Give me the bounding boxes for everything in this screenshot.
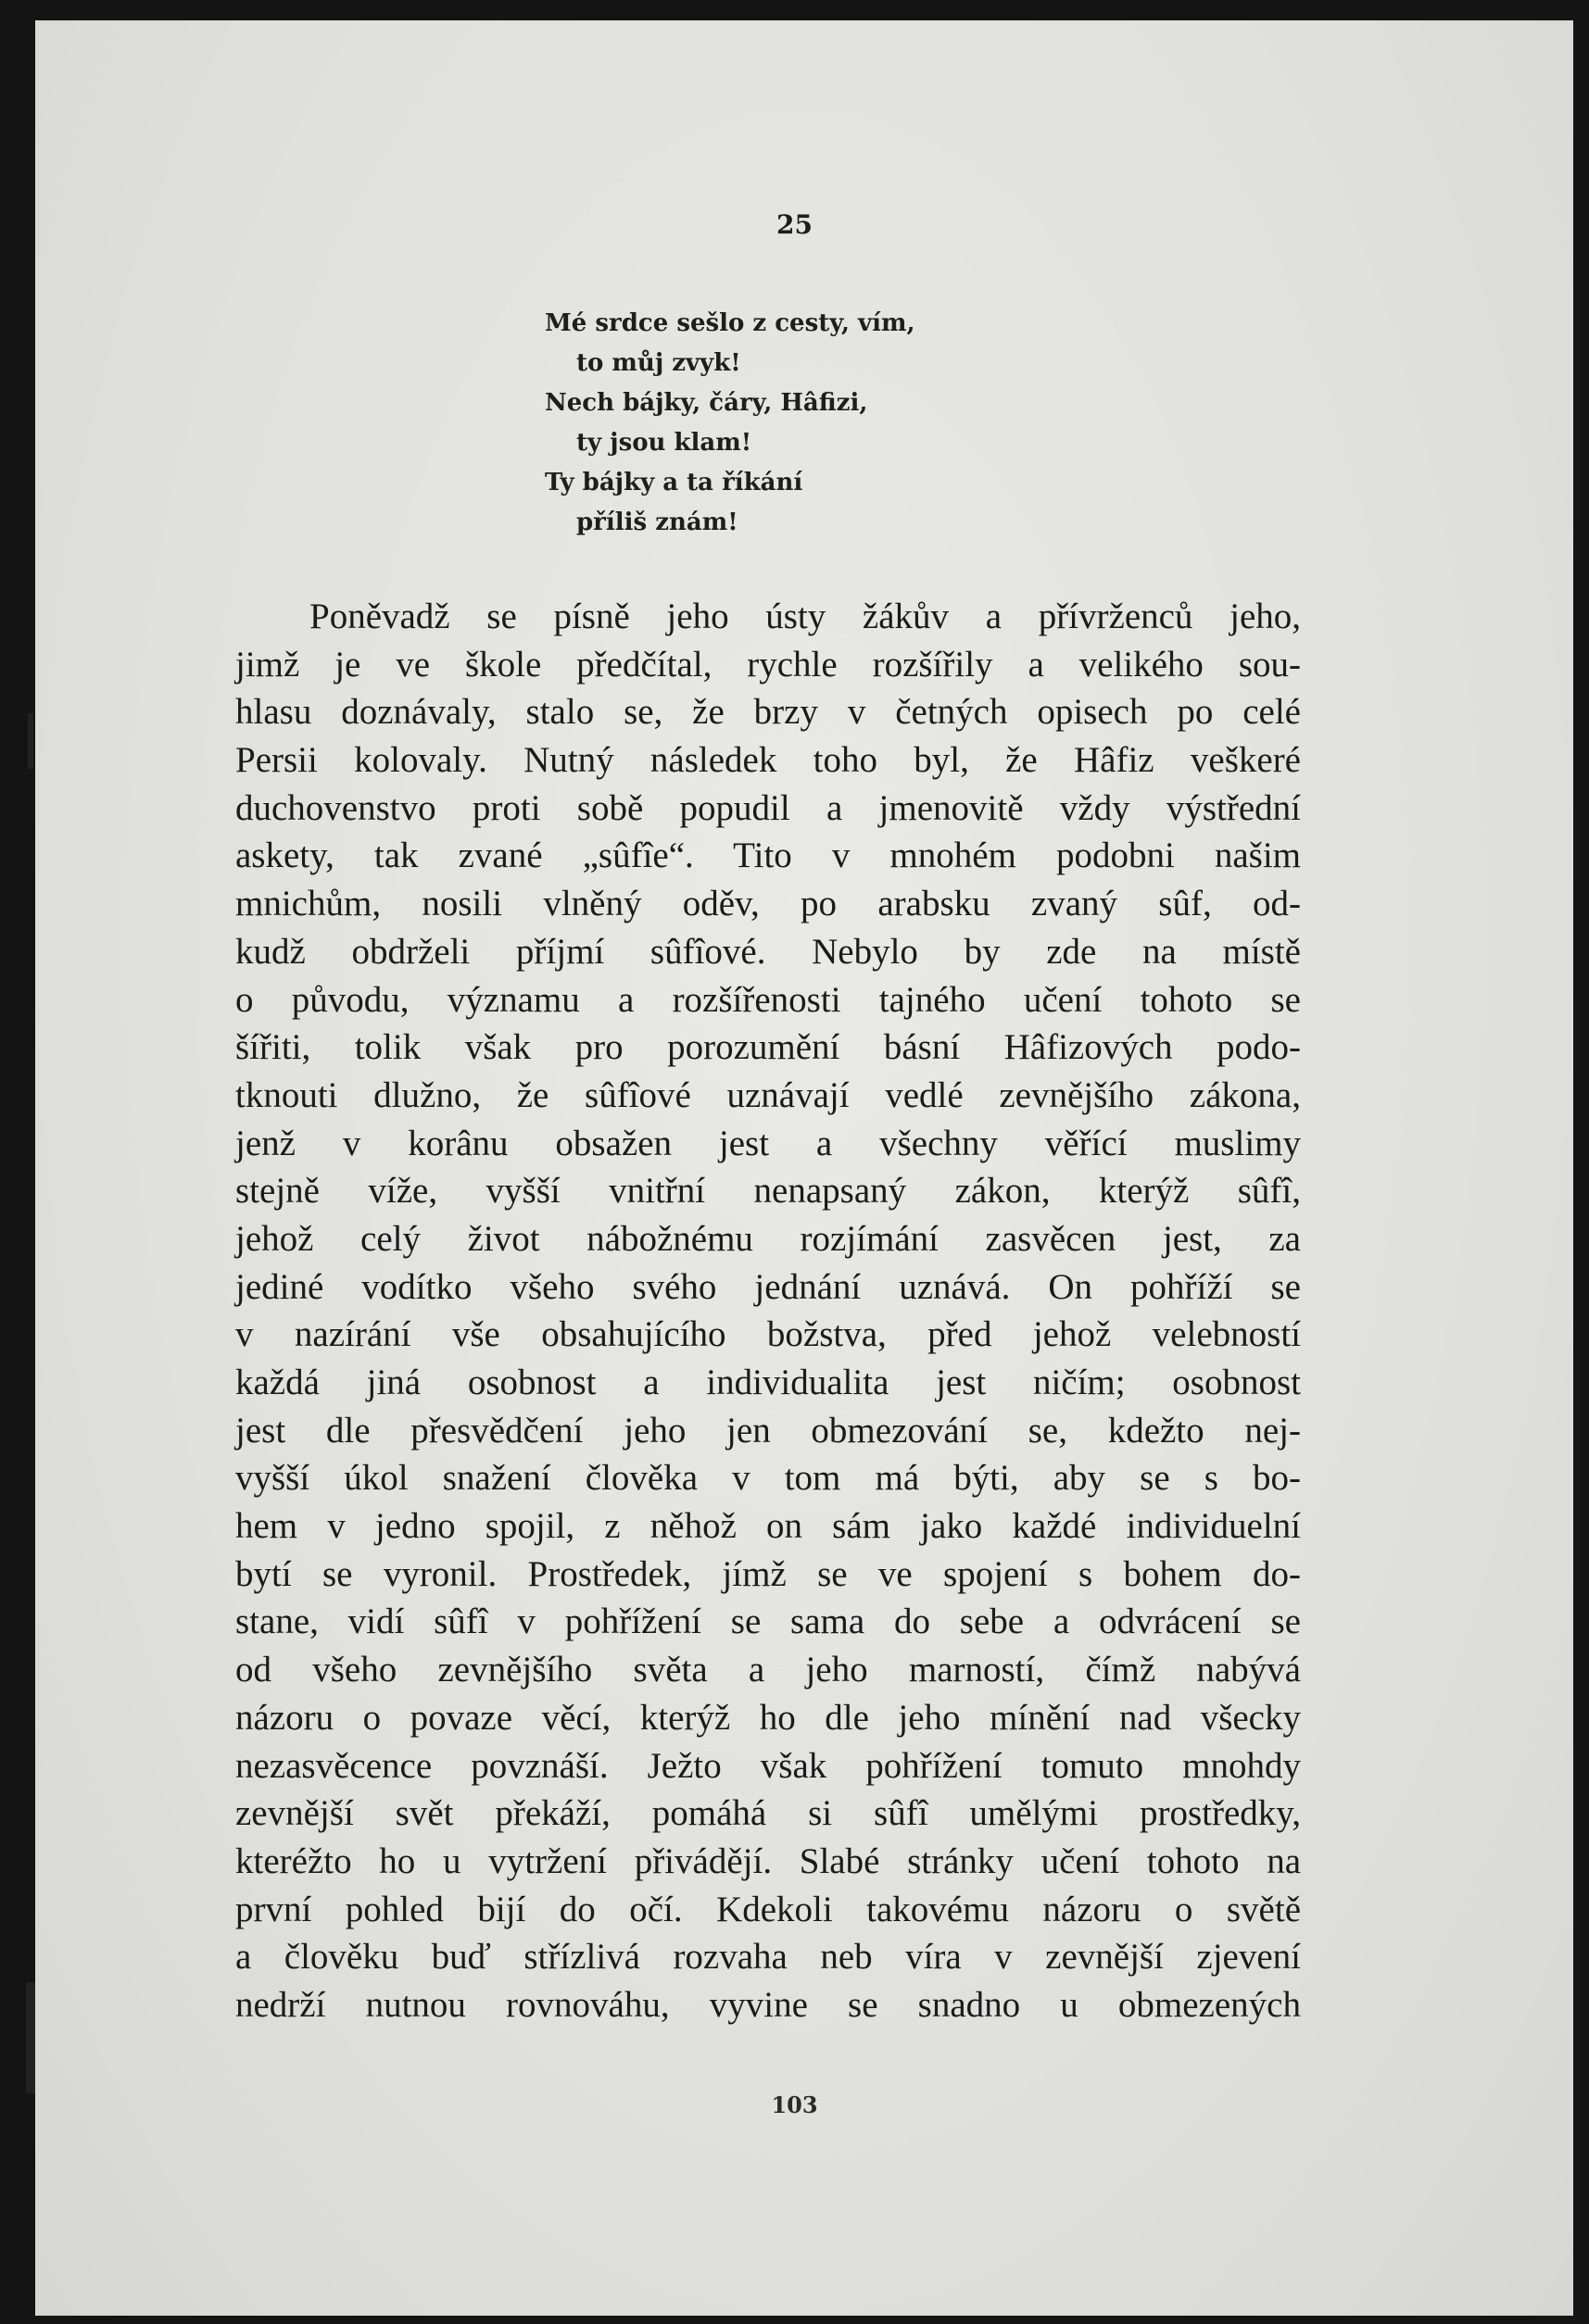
body-line: vyšší úkol snažení člověka v tom má býti, aby se s bo- [235, 1458, 1301, 1499]
body-line: jimž je ve škole předčítal, rychle rozšířily a velikého sou- [235, 644, 1301, 685]
verse-block [545, 304, 1064, 543]
page-number: 25 [776, 209, 813, 240]
body-line: nezasvěcence povznáší. Ježto však pohřížení tomuto mnohdy [235, 1745, 1301, 1786]
body-line: hlasu doznávaly, stalo se, že brzy v četných opisech po celé [235, 692, 1301, 733]
body-line: názoru o povaze věcí, kterýž ho dle jeho mínění nad všecky [235, 1697, 1301, 1738]
verse-line: to můj zvyk! [576, 349, 741, 377]
body-line: mnichům, nosili vlněný oděv, po arabsku zvaný sûf, od- [235, 884, 1301, 924]
body-line: askety, tak zvané „sûfîe“. Tito v mnohém podobni našim [235, 835, 1301, 876]
body-line: od všeho zevnějšího světa a jeho marností, čímž nabývá [235, 1650, 1301, 1690]
verse-line: Mé srdce sešlo z cesty, vím, [545, 309, 915, 337]
verse-line: ty jsou klam! [576, 429, 752, 457]
body-line: první pohled bijí do očí. Kdekoli takovému názoru o světě [235, 1889, 1301, 1929]
body-line: stane, vidí sûfî v pohřížení se sama do sebe a odvrácení se [235, 1602, 1301, 1642]
printer-signature: 103 [771, 2092, 818, 2118]
binding-mark [26, 1982, 35, 2093]
body-line: jehož celý život nábožnému rozjímání zasvěcen jest, za [235, 1218, 1301, 1259]
body-line: hem v jedno spojil, z něhož on sám jako každé individuelní [235, 1506, 1301, 1547]
verse-line: Ty bájky a ta říkání [545, 469, 803, 496]
body-line: Poněvadž se písně jeho ústy žákův a přívrženců jeho, [309, 597, 1301, 636]
body-line: a člověku buď střízlivá rozvaha neb víra v zevnější zjevení [235, 1937, 1301, 1978]
body-line: kudž obdrželi příjmí sûfîové. Nebylo by zde na místě [235, 931, 1301, 972]
body-line: jediné vodítko všeho svého jednání uznává. On pohříží se [235, 1266, 1301, 1307]
binding-mark [28, 713, 33, 769]
body-line: o původu, významu a rozšířenosti tajného učení tohoto se [235, 979, 1301, 1020]
body-line: jest dle přesvědčení jeho jen obmezování se, kdežto nej- [235, 1410, 1301, 1451]
body-line: stejně víže, vyšší vnitřní nenapsaný zákon, kterýž sûfî, [235, 1171, 1301, 1212]
body-line: zevnější svět překáží, pomáhá si sûfî umělými prostředky, [235, 1793, 1301, 1834]
verse-line: Nech bájky, čáry, Hâfizi, [545, 389, 868, 417]
body-line: bytí se vyronil. Prostředek, jímž se ve spojení s bohem do- [235, 1553, 1301, 1594]
body-line: jenž v korânu obsažen jest a všechny věřící muslimy [235, 1123, 1301, 1163]
body-line: tknouti dlužno, že sûfîové uznávají vedlé zevnějšího zákona, [235, 1074, 1301, 1115]
body-line: nedrží nutnou rovnováhu, vyvine se snadno u obmezených [235, 1984, 1301, 2025]
verse-line: příliš znám! [576, 509, 738, 536]
body-line: duchovenstvo proti sobě popudil a jmenovitě vždy výstřední [235, 787, 1301, 828]
body-line: Persii kolovaly. Nutný následek toho byl, že Hâfiz veškeré [235, 740, 1301, 781]
body-line: v nazírání vše obsahujícího božstva, před jehož velebností [235, 1314, 1301, 1355]
body-text [235, 593, 1301, 2029]
body-line: každá jiná osobnost a individualita jest ničím; osobnost [235, 1363, 1301, 1402]
body-line: kteréžto ho u vytržení přivádějí. Slabé stránky učení tohoto na [235, 1840, 1301, 1881]
body-line: šířiti, tolik však pro porozumění básní Hâfizových podo- [235, 1027, 1301, 1068]
